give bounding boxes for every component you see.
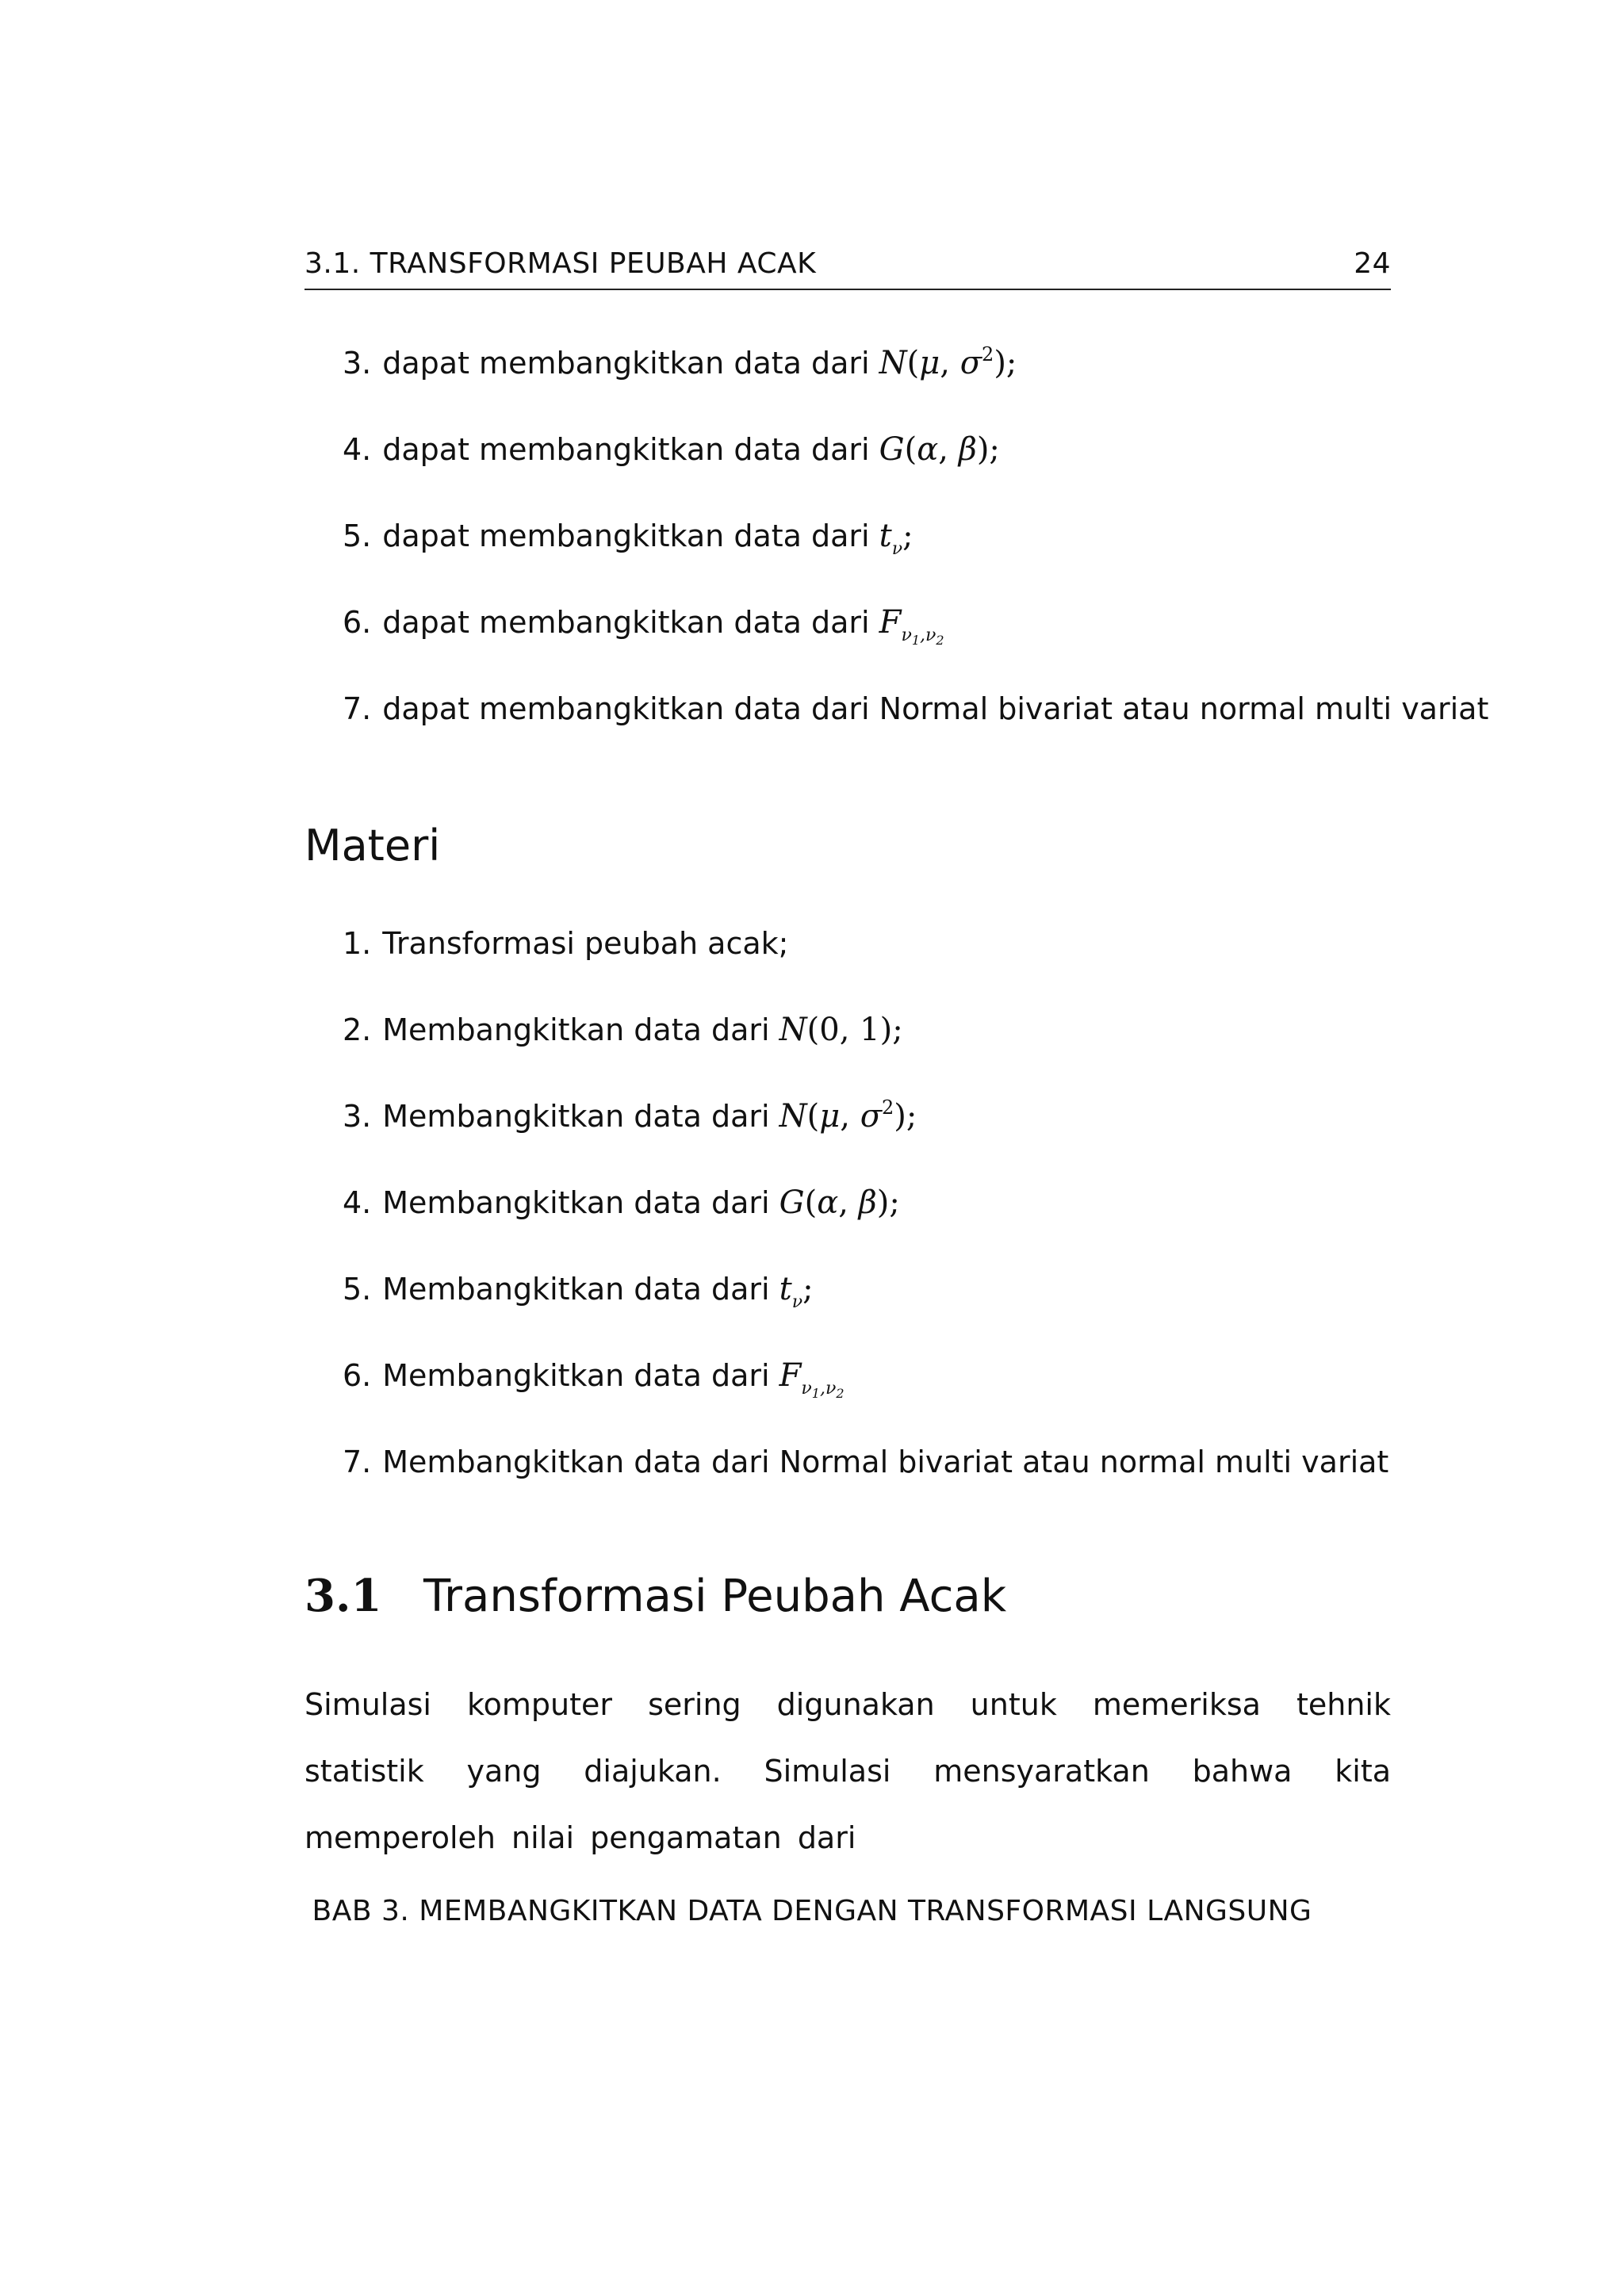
item-text: dapat membangkitkan data dari bbox=[382, 346, 879, 381]
math-t-nu: $t_\nu$; bbox=[879, 518, 914, 559]
item-text: dapat membangkitkan data dari Normal bivariat atau normal multi variat bbox=[382, 691, 1489, 726]
math-normal-mu-sigma: N(μ, $\sigma^2$); bbox=[879, 343, 1017, 381]
section-title: Transformasi Peubah Acak bbox=[423, 1571, 1007, 1622]
list-item bbox=[343, 1353, 845, 1401]
list-item bbox=[343, 427, 1000, 472]
item-text: Membangkitkan data dari Normal bivariat atau normal multi variat bbox=[382, 1445, 1389, 1479]
list-item bbox=[343, 1008, 903, 1052]
math-gamma: G(α, β); bbox=[879, 431, 1000, 468]
item-number: 6. bbox=[343, 605, 372, 640]
item-text: Membangkitkan data dari bbox=[382, 1099, 779, 1134]
materi-heading: Materi bbox=[304, 821, 441, 871]
math-f-nu1-nu2: $F_{\nu_1,\nu_2}$ bbox=[779, 1357, 845, 1401]
item-text: Membangkitkan data dari bbox=[382, 1012, 779, 1047]
running-header bbox=[304, 247, 1391, 290]
list-item bbox=[343, 921, 788, 966]
page-number: 24 bbox=[1354, 247, 1391, 280]
item-number: 4. bbox=[343, 1185, 372, 1220]
section-number: 3.1 bbox=[304, 1570, 382, 1622]
body-paragraph: Simulasi komputer sering digunakan untuk memeriksa tehnik statistik yang diajukan. Simulasi mensyaratkan bahwa kita memperoleh nilai pengamatan dari bbox=[304, 1687, 1391, 1855]
item-number: 5. bbox=[343, 519, 372, 553]
list-item bbox=[343, 1440, 1388, 1484]
item-number: 3. bbox=[343, 346, 372, 381]
list-item bbox=[343, 514, 914, 558]
item-text: dapat membangkitkan data dari bbox=[382, 432, 879, 467]
math-normal-mu-sigma: N(μ, $\sigma^2$); bbox=[779, 1096, 917, 1135]
item-number: 4. bbox=[343, 432, 372, 467]
item-number: 7. bbox=[343, 1445, 372, 1479]
item-number: 1. bbox=[343, 926, 372, 961]
item-number: 6. bbox=[343, 1358, 372, 1393]
list-item bbox=[343, 600, 944, 648]
item-number: 7. bbox=[343, 691, 372, 726]
list-item bbox=[343, 687, 1488, 731]
item-text: Transformasi peubah acak; bbox=[382, 926, 789, 961]
item-number: 2. bbox=[343, 1012, 372, 1047]
item-text: Membangkitkan data dari bbox=[382, 1185, 779, 1220]
math-f-nu1-nu2: $F_{\nu_1,\nu_2}$ bbox=[879, 604, 944, 648]
item-number: 3. bbox=[343, 1099, 372, 1134]
item-text: Membangkitkan data dari bbox=[382, 1272, 779, 1307]
math-gamma: G(α, β); bbox=[779, 1184, 900, 1221]
list-item bbox=[343, 1181, 900, 1225]
list-item bbox=[343, 1267, 814, 1311]
math-standard-normal: N(0, 1); bbox=[779, 1012, 903, 1048]
item-text: Membangkitkan data dari bbox=[382, 1358, 779, 1393]
running-footer: BAB 3. MEMBANGKITKAN DATA DENGAN TRANSFORMASI LANGSUNG bbox=[312, 1895, 1312, 1927]
item-number: 5. bbox=[343, 1272, 372, 1307]
header-section-title: 3.1. TRANSFORMASI PEUBAH ACAK bbox=[304, 247, 817, 280]
math-t-nu: $t_\nu$; bbox=[779, 1271, 814, 1312]
section-heading bbox=[304, 1570, 1006, 1622]
item-text: dapat membangkitkan data dari bbox=[382, 605, 879, 640]
list-item bbox=[343, 1094, 917, 1138]
list-item bbox=[343, 341, 1017, 385]
item-text: dapat membangkitkan data dari bbox=[382, 519, 879, 553]
